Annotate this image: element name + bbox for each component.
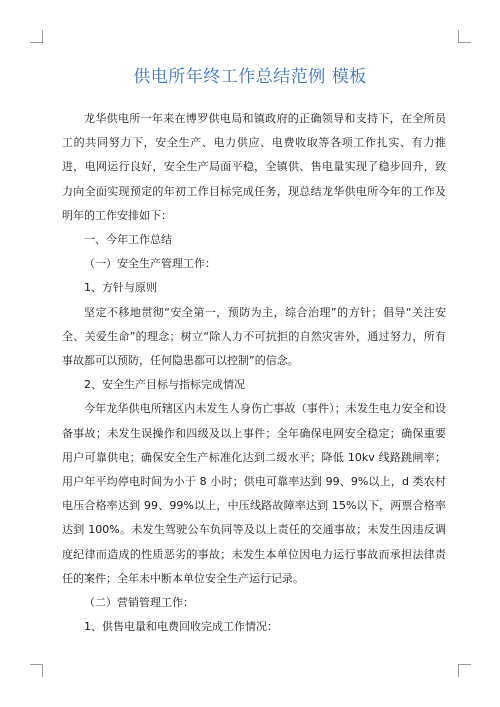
intro-paragraph: 龙华供电所一年来在博罗供电局和镇政府的正确领导和支持下，在全所员工的共同努力下，安全生产、电力供应、电费收取等各项工作扎实、有力推进，电网运行良好，安全生产局面平稳，全镇供、售电量实现了稳步回升，致力向全面实现预定的年初工作目标完成任务，现总结龙华供电所今年的工作及明年的工作安排如下：: [62, 112, 446, 222]
item-heading-principles: 1、方针与原则: [84, 281, 157, 295]
item-heading-sales: 1、供售电量和电费回收完成工作情况：: [84, 620, 278, 634]
item-heading-targets: 2、安全生产目标与指标完成情况: [84, 378, 245, 392]
crop-mark-bottom-left: [30, 664, 43, 677]
document-body: [62, 107, 446, 639]
document-title: 供电所年终工作总结范例 模板: [133, 67, 367, 87]
crop-mark-top-right: [458, 30, 471, 43]
crop-mark-top-left: [30, 30, 43, 43]
targets-paragraph: 今年龙华供电所辖区内未发生人身伤亡事故（事件）；未发生电力安全和设备事故；未发生误操作和四级及以上事件；全年确保电网安全稳定；确保重要用户可靠供电；确保安全生产标准化达到二级水平；降低 10kv 线路跳闸率；用户年平均停电时间为小于 8 小时；供电可靠率达到 99、9%以上，d 类农村电压合格率达到 99、99%以上，中压线路故障率达到 15%以下，两票合格率达到 100%。未发生驾驶公车负同等及以上责任的交通事故；未发生因违反调度纪律而造成的性质恶劣的事故；未发生本单位因电力运行事故而承担法律责任的案件；全年未中断本单位安全生产运行记录。: [62, 402, 446, 585]
subsection-heading-marketing: （二）营销管理工作：: [84, 596, 194, 610]
principles-paragraph: 坚定不移地贯彻“安全第一，预防为主，综合治理”的方针；倡导“关注安全、关爱生命”的理念；树立“除人力不可抗拒的自然灾害外，通过努力，所有事故都可以预防，任何隐患都可以控制”的信念。: [62, 305, 446, 368]
section-heading-1: 一、今年工作总结: [84, 233, 172, 247]
crop-mark-bottom-right: [458, 664, 471, 677]
subsection-heading-safety: （一）安全生产管理工作：: [84, 257, 216, 271]
